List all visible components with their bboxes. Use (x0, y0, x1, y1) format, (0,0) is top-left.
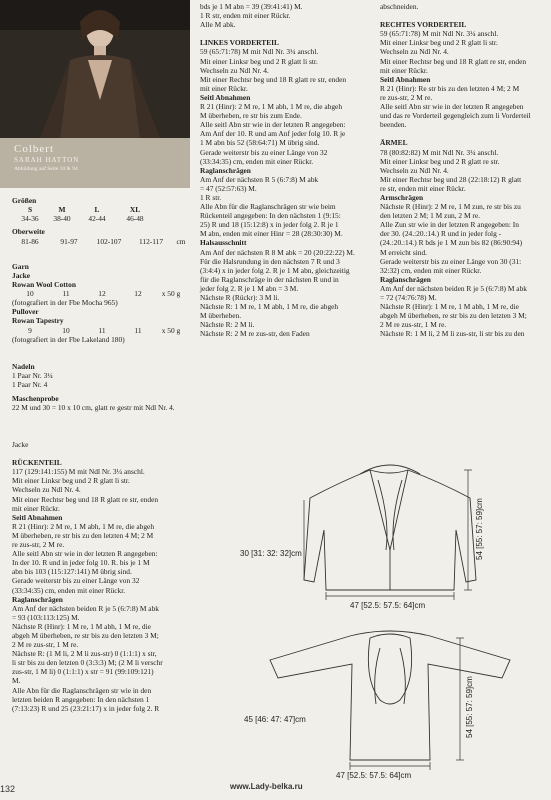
instruction-line: Nächste R (Hinr): 2 M re, 1 M zun, re str bis zu (380, 202, 521, 212)
instruction-line: = 47 (52:57:63) M. (200, 183, 257, 193)
section-heading: Raglanschrägen (12, 594, 63, 604)
instruction-line: 117 (129:141:155) M mit Ndl Nr. 3¼ anschl. (12, 467, 145, 477)
section-heading: ÄRMEL (380, 138, 408, 148)
size-labels-row (16, 205, 156, 214)
instruction-line: Nächste R: 2 M li. (200, 320, 255, 330)
size-values-row (16, 214, 156, 223)
jacket-diagram (240, 430, 551, 610)
instruction-line: 59 (65:71:78) M mit Ndl Nr. 3¼ anschl. (200, 47, 319, 57)
amount: 11 (134, 325, 142, 335)
sizes-table (16, 205, 156, 223)
instruction-line: abn bis 103 (115:127:141) M übrig sind. (12, 567, 132, 577)
instruction-line: Am Anf der 10. R und am Anf jeder folg 10. R je (200, 129, 346, 139)
instruction-line: Nächste R (Hinr): 1 M re, 1 M abh, 1 M re, die (12, 621, 151, 631)
amount: 12 (134, 289, 142, 299)
instruction-line: 1 R str, enden mit einer Rückr. (200, 11, 291, 21)
needle-line: 1 Paar Nr. 3¼ (12, 371, 53, 381)
pattern-title: Colbert (14, 143, 54, 155)
instruction-line (12, 449, 197, 458)
amount-unit: x 50 g (161, 289, 181, 299)
instruction-line: re str, enden mit einer Rückr. (380, 183, 466, 193)
amount: 9 (28, 325, 32, 335)
section-heading: Seitl Abnahmen (12, 512, 63, 522)
instruction-line: 2 M re zus-str, 1 M re. (12, 640, 79, 650)
jacke-label: Jacke (12, 271, 31, 281)
instruction-line: M abn, enden mit einer Hinr = 28 (28:30:30) M. (200, 229, 343, 239)
instruction-line: 1 R str. (200, 192, 222, 202)
instruction-line: (33:34:35) cm, enden mit einer Rückr. (12, 585, 126, 595)
instruction-line: Mit einer Rechtsr beg und 28 (22:18:12) R glatt (380, 174, 522, 184)
instruction-line: Mit einer Rechtsr beg und 18 R glatt re str, enden (12, 494, 159, 504)
instruction-line: (24.:20.:14.) R bds je 1 M zun bis 82 (86:90:94) (380, 238, 523, 248)
designer-name: SARAH HATTON (14, 156, 80, 164)
gauge-text: 22 M und 30 = 10 x 10 cm, glatt re gestr mit Ndl Nr. 4. (12, 403, 175, 413)
instruction-line: 32:32) cm, enden mit einer Rückr. (380, 265, 482, 275)
instruction-line: beenden. (380, 120, 407, 130)
section-heading: Seitl Abnahmen (200, 92, 251, 102)
instruction-line: der 30. (24.:20.:14.) R und in jeder folg - (380, 229, 502, 239)
diagram1-height-label: 54 [55: 57: 59]cm (475, 498, 484, 560)
instruction-line: Rückenteil angegeben: In den nächsten 1 (9:15: (200, 211, 341, 221)
size-label: L (94, 205, 100, 214)
instruction-line: = 93 (103:113:125) M. (12, 612, 80, 622)
instruction-line: M überheben. (200, 311, 242, 321)
instruction-line (200, 29, 380, 38)
pullover-note: (fotografiert in der Fbe Lakeland 180) (12, 334, 125, 344)
instruction-line: Mit einer Rechtsr beg und 18 R glatt re str, enden (200, 74, 347, 84)
yarn-section (12, 262, 192, 344)
amount: 10 (62, 325, 70, 335)
amount: 11 (62, 289, 70, 299)
instruction-line: (3:4:4) x in jeder folg 2. R je 1 M abn, gleichzeitig (200, 265, 350, 275)
instruction-line: M überheben, re str bis zu den letzten 4 M; 2 M (12, 530, 154, 540)
left-front-instructions (200, 2, 380, 338)
needles-heading: Nadeln (12, 362, 35, 371)
bust-value: 91-97 (60, 237, 78, 246)
jacke-note: (fotografiert in der Fbe Mocha 965) (12, 298, 118, 308)
instruction-line: (7:13:23) R und 25 (23:21:17) x in jeder folg 2. R (12, 703, 160, 713)
section-heading: RECHTES VORDERTEIL (380, 20, 467, 30)
instruction-line: Nächste R: 1 M re, 1 M abh, 1 M re, die abgeh (200, 302, 339, 312)
instruction-line: R 21 (Hinr): 2 M re, 1 M abh, 1 M re, die abgeh (12, 521, 155, 531)
section-heading: Halsausschnitt (200, 238, 247, 248)
sizes-heading: Größen (12, 196, 37, 205)
section-heading: Armschrägen (380, 192, 424, 202)
instruction-line: Gerade weiterstr bis zu einer Länge von 32 (200, 147, 328, 157)
instruction-line: M. (12, 676, 21, 686)
pullover-yarn: Rowan Tapestry (12, 316, 64, 326)
diagram2-width-label: 47 [52.5: 57.5: 64]cm (336, 771, 412, 780)
bust-value: 112-117 (138, 237, 164, 246)
instruction-line: Nächste R: 1 M li, 2 M li zus-str, li str bis zu den (380, 329, 525, 339)
instruction-line: Am Anf der nächsten beiden R je 5 (6:7:8) M abk (12, 603, 159, 613)
instruction-line (380, 129, 550, 138)
instruction-line: Gerade weiterstr bis zu einer Länge von 30 (31: (380, 256, 522, 266)
instruction-line: jeder folg 2. R je 1 M abn = 3 M. (200, 283, 299, 293)
yarn-heading: Garn (12, 262, 29, 271)
instruction-line: Mit einer Linksr beg und 2 R glatt li str. (380, 38, 498, 48)
instruction-line: Alle Zun str wie in der letzten R angegeben: In (380, 220, 519, 230)
section-heading: Raglanschrägen (200, 165, 251, 175)
instruction-line: 25) R und 18 (15:12:8) x in jeder folg 2. R je 1 (200, 220, 339, 230)
section-heading: RÜCKENTEIL (12, 458, 62, 468)
pullover-diagram (240, 620, 551, 780)
instruction-line: Mit einer Linksr beg und 2 R glatt li str. (200, 56, 318, 66)
instruction-line: re zus-str, 2 M re. (12, 540, 65, 550)
pullover-amounts (12, 326, 186, 335)
amount: 10 (26, 289, 34, 299)
instruction-line: Für die Halsrundung in den nächsten 7 R und 3 (200, 256, 340, 266)
instruction-line: R 21 (Hinr): 2 M re, 1 M abh, 1 M re, die abgeh (200, 102, 343, 112)
instruction-line: Alle Abn für die Raglanschrägen str wie in den (12, 685, 152, 695)
back-instructions (12, 440, 197, 713)
instruction-line (380, 11, 550, 20)
instruction-line: mit einer Rückr. (12, 503, 60, 513)
instruction-line: Wechseln zu Ndl Nr. 4. (200, 65, 269, 75)
diagram2-sleeve-label: 45 [46: 47: 47]cm (244, 715, 306, 724)
bust-table (12, 237, 192, 246)
right-front-sleeve-instructions (380, 2, 550, 338)
instruction-line: Mit einer Linksr beg und 2 R glatt li str. (12, 476, 130, 486)
instruction-line: Wechseln zu Ndl Nr. 4. (380, 47, 449, 57)
instruction-line: bds je 1 M abn = 39 (39:41:41) M. (200, 2, 303, 11)
section-heading: Seitl Abnahmen (380, 74, 431, 84)
gauge-section (12, 394, 192, 412)
amount-unit: x 50 g (161, 325, 181, 335)
size-value: 34-36 (21, 214, 39, 223)
instruction-line: In der 10. R und in jeder folg 10. R. bis je 1 M (12, 558, 150, 568)
page-number: 132 (0, 784, 16, 794)
bust-heading: Oberweite (12, 227, 45, 236)
size-value: 38-40 (53, 214, 71, 223)
instruction-line: Nächste R (Hinr): 1 M re, 1 M abh, 1 M re, die (380, 302, 519, 312)
instruction-line: zus-str, 1 M li) 0 (1:1:1) x str = 91 (99:109:121) (12, 667, 154, 677)
instruction-line: li str bis zu den letzten 0 (3:3:3) M; (2 M li verschr (12, 658, 163, 668)
jacke-amounts (12, 289, 186, 298)
size-value: 46-48 (126, 214, 144, 223)
instruction-line: Wechseln zu Ndl Nr. 4. (12, 485, 81, 495)
instruction-line: Am Anf der nächsten R 8 M abk = 20 (20:22:22) M. (200, 247, 355, 257)
instruction-line: Wechseln zu Ndl Nr. 4. (380, 165, 449, 175)
footer-url: www.Lady-belka.ru (230, 782, 303, 791)
instruction-line: M erreicht sind. (380, 247, 427, 257)
instruction-line: M überheben, re str bis zum Ende. (200, 111, 302, 121)
instruction-line: Nächste R: 2 M re zus-str, den Faden (200, 329, 310, 339)
instruction-line: Nächste R: (1 M li, 2 M li zus-str) 0 (1:1:1) x str, (12, 649, 157, 659)
gauge-heading: Maschenprobe (12, 394, 59, 403)
instruction-line: Gerade weiterstr bis zu einer Länge von 32 (12, 576, 140, 586)
photo-reference: Abbildung auf Seite 10 & 94 (14, 166, 78, 172)
instruction-line: (33:34:35) cm, enden mit einer Rückr. (200, 156, 314, 166)
instruction-line: letzten beiden R angegeben: In den nächsten 1 (12, 694, 150, 704)
amount: 11 (98, 325, 106, 335)
instruction-line: Nächste R (Rückr): 3 M li. (200, 293, 280, 302)
instruction-line: mit einer Rückr. (380, 65, 428, 75)
instruction-line: Alle M abk. (200, 20, 236, 30)
bust-unit: cm (176, 237, 186, 246)
instruction-line: abschneiden. (380, 2, 419, 11)
instruction-line: Alle seitl Abn str wie in der letzten R angegeben: (12, 549, 158, 559)
jacke-yarn: Rowan Wool Cotton (12, 280, 76, 290)
section-heading: LINKES VORDERTEIL (200, 38, 279, 48)
instruction-line: abgeh M überheben, re str bis zu den letzten 3 M; (12, 630, 159, 640)
instruction-line: Mit einer Linksr beg und 2 R glatt re str. (380, 156, 500, 166)
instruction-line: Mit einer Rechtsr beg und 18 R glatt re str, enden (380, 56, 527, 66)
section-heading: Raglanschrägen (380, 274, 431, 284)
instruction-line: den letzten 2 M; 1 M zun, 2 M re. (380, 211, 480, 221)
pullover-label: Pullover (12, 307, 39, 317)
instruction-line: R 21 (Hinr): Re str bis zu den letzten 4 M; 2 M (380, 83, 520, 93)
instruction-line: und das re Vorderteil gegengleich zum li Vorderteil (380, 111, 531, 121)
instruction-line: 78 (80:82:82) M mit Ndl Nr. 3¼ anschl. (380, 147, 499, 157)
size-label: M (58, 205, 66, 214)
instruction-line: Alle seitl Abn str wie in der letzten R angegeben (380, 102, 524, 112)
diagram1-width-label: 47 [52.5: 57.5: 64]cm (350, 601, 426, 610)
instruction-line: 2 M re zus-str, 1 M re. (380, 320, 447, 330)
instruction-line: abgeh M überheben, re str bis zu den letzten 3 M; (380, 311, 527, 321)
instruction-line: Jacke (12, 440, 29, 449)
instruction-line: re zus-str, 2 M re. (380, 92, 433, 102)
instruction-line: 1 M abn bis 52 (58:64:71) M übrig sind. (200, 138, 320, 148)
diagram2-height-label: 54 [55: 57: 59]cm (465, 676, 474, 738)
instruction-line: Alle seitl Abn str wie in der letzten R angegeben: (200, 120, 346, 130)
instruction-line: Am Anf der nächsten beiden R je 5 (6:7:8) M abk (380, 283, 527, 293)
bust-row (12, 237, 192, 246)
instruction-line: 59 (65:71:78) M mit Ndl Nr. 3¼ anschl. (380, 29, 499, 39)
diagram1-sleeve-label: 30 [31: 32: 32]cm (240, 549, 302, 558)
size-label: S (27, 205, 33, 214)
bust-value: 102-107 (96, 237, 122, 246)
instruction-line: Am Anf der nächsten R 5 (6:7:8) M abk (200, 174, 319, 184)
size-value: 42-44 (88, 214, 106, 223)
needles-section (12, 362, 192, 389)
amount: 12 (98, 289, 106, 299)
needle-line: 1 Paar Nr. 4 (12, 380, 48, 390)
instruction-line: für die Raglanschräge in der nächsten R und in (200, 274, 339, 284)
size-label: XL (129, 205, 141, 214)
bust-value: 81-86 (21, 237, 39, 246)
instruction-line: Alle Abn für die Raglanschrägen str wie beim (200, 202, 336, 212)
instruction-line: mit einer Rückr. (200, 83, 248, 93)
instruction-line: = 72 (74:76:78) M. (380, 293, 437, 302)
